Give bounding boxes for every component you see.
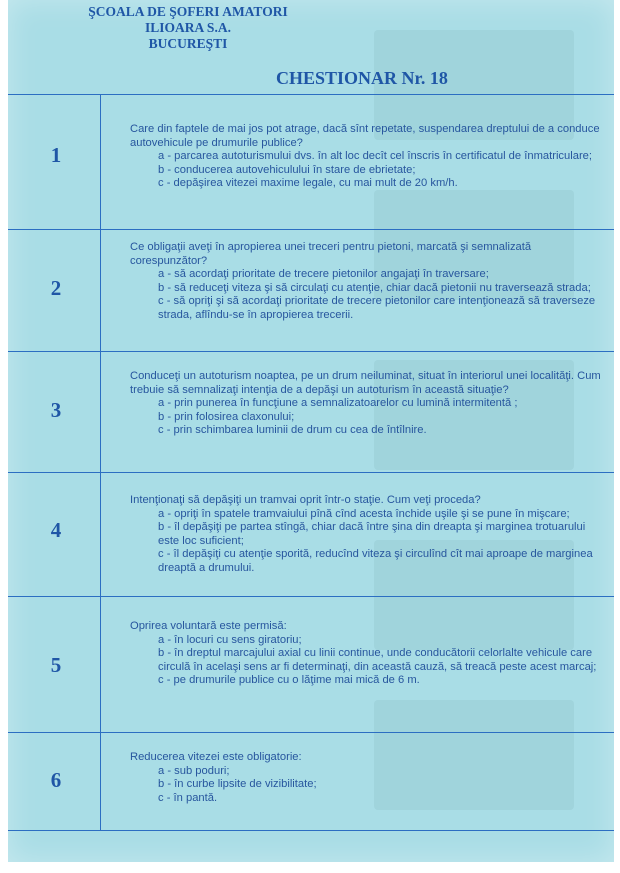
answer-option-b[interactable]: b - conducerea autovehiculului în stare de ebrietate; xyxy=(158,163,416,176)
answer-option-b[interactable]: b - prin folosirea claxonului; xyxy=(158,410,295,423)
question-text: Care din faptele de mai jos pot atrage, dacă sînt repetate, suspendarea dreptului de a conduce autovehicule pe drumurile publice? xyxy=(130,123,600,149)
city-name: BUCUREŞTI xyxy=(148,36,228,51)
question-6 xyxy=(130,751,606,805)
answer-option-a[interactable]: a - parcarea autoturismului dvs. în alt loc decît cel înscris în certificatul de înmatriculare; xyxy=(158,150,593,163)
question-number: 6 xyxy=(50,768,62,792)
row-divider xyxy=(8,472,614,473)
question-5 xyxy=(130,620,606,688)
answer-option-b[interactable]: b - îl depăşiţi pe partea stîngă, chiar dacă între şina din dreapta şi marginea trotuarului este loc suficient; xyxy=(158,521,586,547)
answer-option-b[interactable]: b - în curbe lipsite de vizibilitate; xyxy=(158,778,317,791)
answer-option-b[interactable]: b - să reduceţi viteza şi să circulaţi cu atenţie, chiar dacă pietonii nu traversează strada; xyxy=(158,281,591,294)
answer-option-c[interactable]: c - să opriţi şi să acordaţi prioritate de trecere pietonilor care intenţionează să traverseze strada, aflîndu-se în apropierea trecerii. xyxy=(158,295,596,321)
question-text: Intenţionaţi să depăşiţi un tramvai oprit într-o staţie. Cum veţi proceda? xyxy=(130,494,481,506)
row-divider xyxy=(8,351,614,352)
question-text: Oprirea voluntară este permisă: xyxy=(130,620,287,632)
question-4 xyxy=(130,494,606,576)
question-text: Ce obligaţii aveţi în apropierea unei treceri pentru pietoni, marcată şi semnalizată corespunzător? xyxy=(130,241,532,267)
answer-option-c[interactable]: c - depăşirea vitezei maxime legale, cu mai mult de 20 km/h. xyxy=(158,177,458,190)
question-number: 2 xyxy=(50,276,62,300)
question-number: 1 xyxy=(50,143,62,167)
school-name: ŞCOALA DE ŞOFERI AMATORI xyxy=(88,4,288,19)
answer-option-a[interactable]: a - să acordaţi prioritate de trecere pietonilor angajaţi în traversare; xyxy=(158,268,489,281)
question-number: 5 xyxy=(50,653,62,677)
row-divider xyxy=(8,596,614,597)
answer-option-c[interactable]: c - îl depăşiţi cu atenţie sporită, reducînd viteza şi circulînd cît mai aproape de marginea dreaptă a drumului. xyxy=(158,548,593,574)
school-header xyxy=(8,4,368,52)
answer-option-a[interactable]: a - sub poduri; xyxy=(158,764,230,777)
question-3 xyxy=(130,370,606,438)
question-text: Reducerea vitezei este obligatorie: xyxy=(130,751,302,763)
question-2 xyxy=(130,241,606,323)
row-divider xyxy=(8,732,614,733)
answer-option-a[interactable]: a - prin punerea în funcţiune a semnalizatoarelor cu lumină intermitentă ; xyxy=(158,397,518,410)
answer-option-a[interactable]: a - opriţi în spatele tramvaiului pînă cînd acesta închide uşile şi se pune în mişcare; xyxy=(158,507,570,520)
question-number: 3 xyxy=(50,398,62,422)
company-name: ILIOARA S.A. xyxy=(145,20,231,35)
question-text: Conduceţi un autoturism noaptea, pe un drum neiluminat, situat în interiorul unei localităţi. Cum trebuie să semnalizaţi intenţia de a depăşi un autoturism în această situaţie? xyxy=(130,370,601,396)
column-divider xyxy=(100,94,101,831)
question-1 xyxy=(130,123,606,191)
answer-option-a[interactable]: a - în locuri cu sens giratoriu; xyxy=(158,633,302,646)
row-divider xyxy=(8,229,614,230)
answer-option-c[interactable]: c - în pantă. xyxy=(158,791,218,804)
questionnaire-sheet xyxy=(8,0,614,862)
row-divider xyxy=(8,94,614,95)
row-divider xyxy=(8,830,614,831)
answer-option-b[interactable]: b - în dreptul marcajului axial cu linii continue, unde conducătorii celorlalte vehicule care circulă în acelaşi sens ar fi determinaţi, din această cauză, să treacă peste acest marcaj; xyxy=(158,647,597,673)
answer-option-c[interactable]: c - prin schimbarea luminii de drum cu cea de întîlnire. xyxy=(158,424,427,437)
page-title: CHESTIONAR Nr. 18 xyxy=(276,68,448,88)
question-number: 4 xyxy=(50,518,62,542)
answer-option-c[interactable]: c - pe drumurile publice cu o lăţime mai mică de 6 m. xyxy=(158,674,420,687)
